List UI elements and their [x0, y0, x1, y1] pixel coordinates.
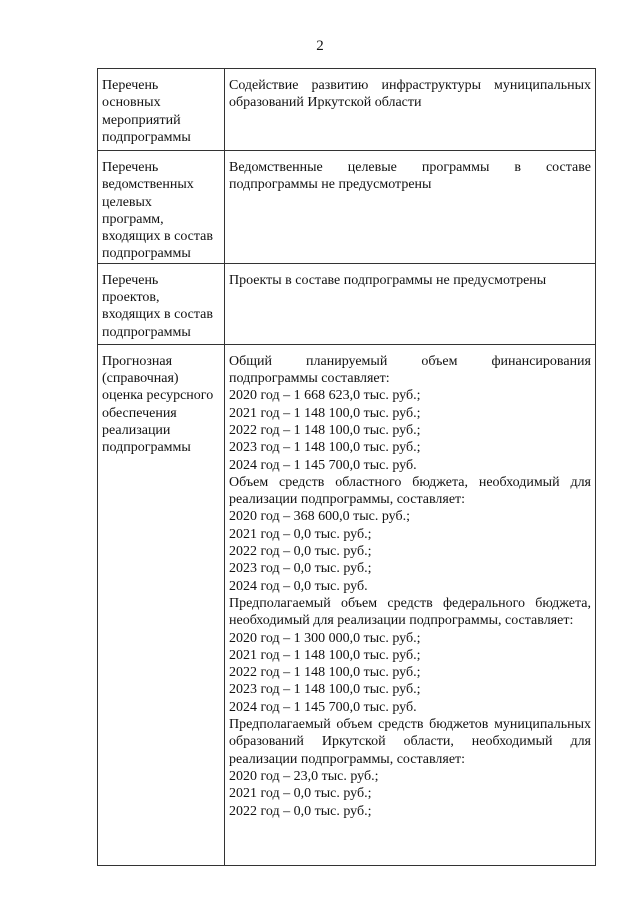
row-label-departmental-programs: Перечень ведомственных целевых программ, входящих в состав подпрограммы [102, 160, 214, 262]
funding-line: 2022 год – 1 148 100,0 тыс. руб.; [229, 422, 421, 438]
regional-budget-heading: Объем средств областного бюджета, необходимый для реализации подпрограммы, составляет: [229, 474, 591, 508]
row-value-projects: Проекты в составе подпрограммы не предусмотрены [229, 272, 547, 288]
value-cell [225, 344, 596, 865]
row-label-resource-estimate: Прогнозная (справочная) оценка ресурсного обеспечения реализации подпрограммы [102, 353, 214, 456]
table-row [98, 263, 596, 344]
funding-line: 2021 год – 1 148 100,0 тыс. руб.; [229, 405, 421, 421]
funding-line: 2023 год – 1 148 100,0 тыс. руб.; [229, 440, 421, 456]
funding-line: 2020 год – 23,0 тыс. руб.; [229, 768, 379, 784]
table-row [98, 69, 596, 151]
funding-line: 2022 год – 0,0 тыс. руб.; [229, 544, 372, 560]
funding-line: 2020 год – 368 600,0 тыс. руб.; [229, 509, 410, 525]
funding-line: 2023 год – 0,0 тыс. руб.; [229, 561, 372, 577]
funding-line: 2021 год – 0,0 тыс. руб.; [229, 786, 372, 802]
row-label-main-activities: Перечень основных мероприятий подпрограммы [102, 78, 191, 145]
funding-line: 2022 год – 1 148 100,0 тыс. руб.; [229, 665, 421, 681]
table-row [98, 344, 596, 865]
row-value-departmental-programs: Ведомственные целевые программы в составе подпрограммы не предусмотрены [229, 160, 591, 193]
label-cell [98, 263, 225, 344]
subprogram-passport-table [97, 68, 596, 866]
row-value-main-activities: Содействие развитию инфраструктуры муниципальных образований Иркутской области [229, 78, 591, 111]
funding-line: 2024 год – 1 145 700,0 тыс. руб. [229, 699, 417, 715]
funding-total-heading: Общий планируемый объем финансирования подпрограммы составляет: [229, 353, 591, 387]
value-cell [225, 69, 596, 151]
funding-line: 2022 год – 0,0 тыс. руб.; [229, 803, 372, 819]
funding-line: 2021 год – 0,0 тыс. руб.; [229, 526, 372, 542]
funding-line: 2024 год – 0,0 тыс. руб. [229, 578, 368, 594]
page-number: 2 [316, 38, 324, 54]
table-row [98, 151, 596, 264]
funding-line: 2021 год – 1 148 100,0 тыс. руб.; [229, 647, 421, 663]
resource-estimate-text [229, 353, 591, 820]
funding-line: 2023 год – 1 148 100,0 тыс. руб.; [229, 682, 421, 698]
label-cell [98, 344, 225, 865]
federal-budget-heading: Предполагаемый объем средств федерального бюджета, необходимый для реализации подпрограммы, составляет: [229, 595, 591, 629]
funding-line: 2020 год – 1 300 000,0 тыс. руб.; [229, 630, 421, 646]
row-label-projects: Перечень проектов, входящих в состав подпрограммы [102, 272, 214, 340]
value-cell [225, 151, 596, 264]
label-cell [98, 69, 225, 151]
label-cell [98, 151, 225, 264]
funding-line: 2020 год – 1 668 623,0 тыс. руб.; [229, 388, 421, 404]
funding-line: 2024 год – 1 145 700,0 тыс. руб. [229, 457, 417, 473]
value-cell [225, 263, 596, 344]
municipal-budget-heading: Предполагаемый объем средств бюджетов муниципальных образований Иркутской области, необходимый для реализации подпрограммы, составляет: [229, 717, 591, 767]
